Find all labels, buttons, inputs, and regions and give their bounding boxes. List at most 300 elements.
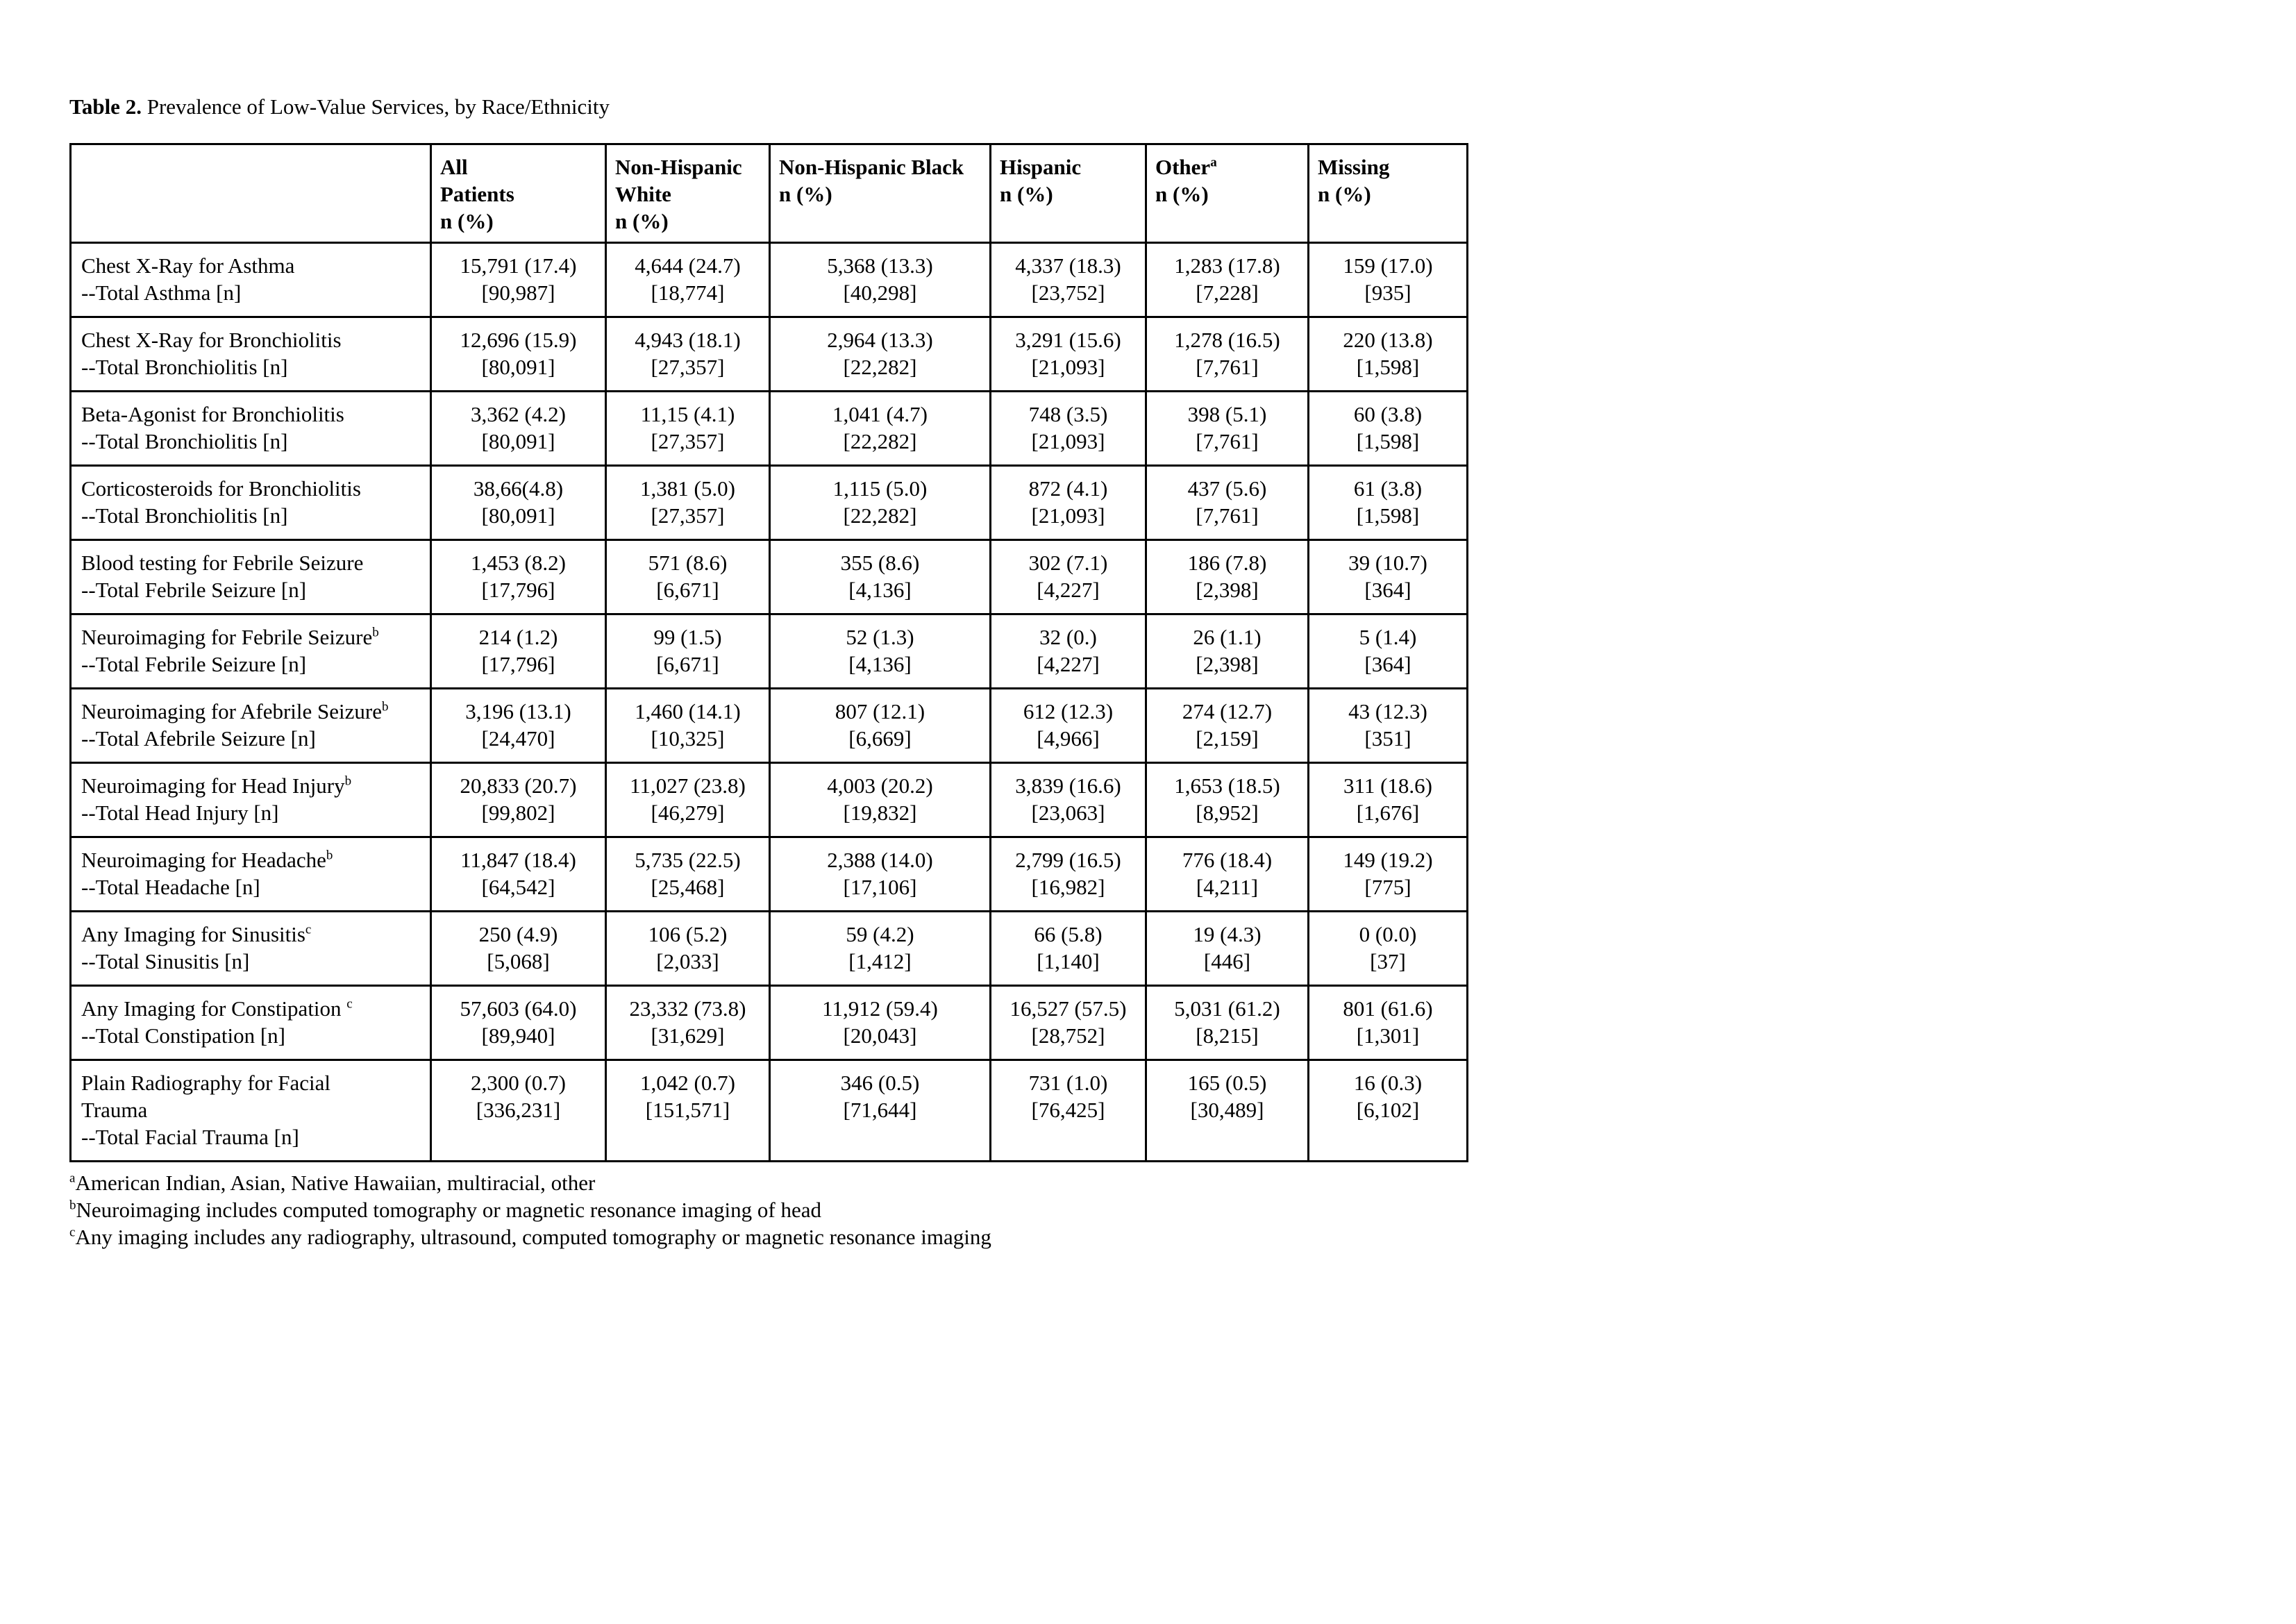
footnote — [69, 1196, 991, 1223]
table-row — [71, 837, 1468, 912]
cell-count-percent: 872 (4.1) — [1028, 476, 1108, 501]
row-label — [71, 986, 431, 1060]
table-cell — [1309, 392, 1468, 466]
column-header — [770, 144, 991, 243]
cell-total: [1,140] — [1037, 949, 1100, 973]
table-cell — [1309, 243, 1468, 317]
cell-count-percent: 1,381 (5.0) — [640, 476, 735, 501]
table-cell — [1309, 763, 1468, 837]
table-cell — [606, 317, 770, 392]
cell-total: [364] — [1364, 652, 1411, 676]
cell-total: [4,227] — [1037, 578, 1100, 602]
table-cell — [1146, 317, 1309, 392]
row-label-line: --Total Head Injury [n] — [81, 801, 279, 825]
row-label-line: Neuroimaging for Headache$^b$ — [81, 848, 333, 872]
cell-total: [90,987] — [481, 281, 555, 305]
cell-count-percent: 355 (8.6) — [840, 551, 920, 575]
cell-count-percent: 1,453 (8.2) — [471, 551, 566, 575]
column-header — [1309, 144, 1468, 243]
row-label-line: Blood testing for Febrile Seizure — [81, 551, 364, 575]
cell-count-percent: 52 (1.3) — [846, 625, 914, 649]
cell-count-percent: 2,300 (0.7) — [471, 1071, 566, 1095]
cell-total: [6,669] — [848, 726, 912, 751]
cell-count-percent: 398 (5.1) — [1187, 402, 1267, 426]
cell-count-percent: 159 (17.0) — [1343, 253, 1433, 278]
cell-count-percent: 61 (3.8) — [1353, 476, 1423, 501]
column-header-line: n (%) — [1318, 182, 1371, 206]
footnote-marker: b — [344, 773, 352, 789]
table-body — [71, 243, 1468, 1162]
cell-count-percent: 186 (7.8) — [1187, 551, 1267, 575]
table-cell — [1146, 392, 1309, 466]
cell-total: [40,298] — [843, 281, 917, 305]
column-header — [71, 144, 431, 243]
row-label-line: Trauma — [81, 1098, 148, 1122]
table-cell — [431, 466, 606, 540]
row-label-line: Chest X-Ray for Asthma — [81, 253, 295, 278]
table-row — [71, 614, 1468, 689]
cell-count-percent: 165 (0.5) — [1187, 1071, 1267, 1095]
table-cell — [431, 763, 606, 837]
cell-count-percent: 807 (12.1) — [835, 699, 925, 723]
row-label-line: --Total Facial Trauma [n] — [81, 1125, 299, 1149]
cell-total: [7,228] — [1196, 281, 1259, 305]
row-label — [71, 317, 431, 392]
row-label-line: Any Imaging for Constipation $^c$ — [81, 996, 353, 1021]
table-cell — [991, 243, 1146, 317]
footnote-marker: c — [346, 996, 353, 1012]
cell-count-percent: 776 (18.4) — [1182, 848, 1273, 872]
column-header-line: n (%) — [1000, 182, 1053, 206]
cell-count-percent: 15,791 (17.4) — [460, 253, 577, 278]
column-header-line: Patients — [440, 182, 514, 206]
table-cell — [1146, 466, 1309, 540]
footnote-marker: c — [305, 922, 312, 937]
column-header — [606, 144, 770, 243]
cell-count-percent: 5,368 (13.3) — [827, 253, 933, 278]
row-label — [71, 243, 431, 317]
table-cell — [1309, 912, 1468, 986]
row-label — [71, 466, 431, 540]
row-label-line: --Total Afebrile Seizure [n] — [81, 726, 316, 751]
footnote — [69, 1169, 991, 1196]
cell-total: [21,093] — [1031, 355, 1105, 379]
cell-count-percent: 26 (1.1) — [1193, 625, 1262, 649]
table-cell — [770, 540, 991, 614]
cell-total: [10,325] — [651, 726, 725, 751]
table-cell — [770, 243, 991, 317]
cell-total: [6,102] — [1356, 1098, 1420, 1122]
row-label — [71, 837, 431, 912]
table-cell — [606, 763, 770, 837]
cell-count-percent: 1,278 (16.5) — [1174, 328, 1280, 352]
cell-count-percent: 0 (0.0) — [1359, 922, 1417, 946]
table-cell — [770, 986, 991, 1060]
table-cell — [770, 392, 991, 466]
cell-count-percent: 57,603 (64.0) — [460, 996, 577, 1021]
table-cell — [1309, 986, 1468, 1060]
cell-count-percent: 12,696 (15.9) — [460, 328, 577, 352]
table-cell — [1146, 763, 1309, 837]
footnote-text: Any imaging includes any radiography, ultrasound, computed tomography or magnetic resonance imaging — [75, 1225, 991, 1249]
column-header-line: n (%) — [779, 182, 832, 206]
cell-count-percent: 1,283 (17.8) — [1174, 253, 1280, 278]
cell-count-percent: 38,66(4.8) — [473, 476, 564, 501]
table-cell — [431, 540, 606, 614]
column-header-line: Other$^a$ — [1155, 155, 1217, 179]
table-cell — [770, 614, 991, 689]
footnote-marker: c — [69, 1225, 76, 1240]
table-cell — [991, 392, 1146, 466]
cell-total: [6,671] — [656, 578, 719, 602]
cell-count-percent: 1,042 (0.7) — [640, 1071, 735, 1095]
column-header-line: White — [615, 182, 671, 206]
cell-count-percent: 3,196 (13.1) — [465, 699, 571, 723]
cell-total: [76,425] — [1031, 1098, 1105, 1122]
cell-count-percent: 16,527 (57.5) — [1009, 996, 1127, 1021]
cell-total: [17,106] — [843, 875, 917, 899]
cell-total: [18,774] — [651, 281, 725, 305]
row-label-line: --Total Asthma [n] — [81, 281, 242, 305]
cell-total: [27,357] — [651, 503, 725, 528]
table-row — [71, 912, 1468, 986]
cell-count-percent: 250 (4.9) — [478, 922, 558, 946]
cell-total: [4,136] — [848, 652, 912, 676]
cell-count-percent: 99 (1.5) — [653, 625, 722, 649]
table-cell — [1146, 912, 1309, 986]
table-header-row — [71, 144, 1468, 243]
cell-count-percent: 19 (4.3) — [1193, 922, 1262, 946]
cell-count-percent: 437 (5.6) — [1187, 476, 1267, 501]
cell-total: [7,761] — [1196, 355, 1259, 379]
table-cell — [606, 986, 770, 1060]
cell-total: [80,091] — [481, 355, 555, 379]
cell-total: [1,301] — [1356, 1023, 1420, 1048]
table-cell — [770, 912, 991, 986]
table-cell — [1146, 540, 1309, 614]
cell-count-percent: 1,041 (4.7) — [832, 402, 928, 426]
table-row — [71, 540, 1468, 614]
table-cell — [431, 317, 606, 392]
cell-total: [2,398] — [1196, 578, 1259, 602]
cell-total: [23,752] — [1031, 281, 1105, 305]
row-label-line: Neuroimaging for Febrile Seizure$^b$ — [81, 625, 379, 649]
cell-count-percent: 731 (1.0) — [1028, 1071, 1108, 1095]
table-cell — [1309, 317, 1468, 392]
table-cell — [1146, 1060, 1309, 1162]
table-cell — [1309, 837, 1468, 912]
footnote-marker: b — [372, 625, 379, 640]
cell-total: [1,598] — [1356, 355, 1420, 379]
table-cell — [606, 614, 770, 689]
cell-count-percent: 3,839 (16.6) — [1015, 773, 1121, 798]
row-label-line: --Total Febrile Seizure [n] — [81, 652, 307, 676]
cell-count-percent: 748 (3.5) — [1028, 402, 1108, 426]
cell-count-percent: 149 (19.2) — [1343, 848, 1433, 872]
cell-count-percent: 1,460 (14.1) — [635, 699, 741, 723]
row-label-line: Beta-Agonist for Bronchiolitis — [81, 402, 344, 426]
cell-count-percent: 11,847 (18.4) — [460, 848, 576, 872]
table-cell — [770, 317, 991, 392]
cell-total: [7,761] — [1196, 429, 1259, 453]
row-label-line: Any Imaging for Sinusitis$^c$ — [81, 922, 312, 946]
row-label — [71, 763, 431, 837]
cell-count-percent: 11,027 (23.8) — [630, 773, 746, 798]
table-cell — [431, 912, 606, 986]
column-header — [431, 144, 606, 243]
cell-count-percent: 16 (0.3) — [1353, 1071, 1423, 1095]
column-header — [991, 144, 1146, 243]
cell-total: [25,468] — [651, 875, 725, 899]
cell-count-percent: 11,912 (59.4) — [822, 996, 938, 1021]
table-cell — [431, 689, 606, 763]
cell-count-percent: 5 (1.4) — [1359, 625, 1417, 649]
cell-total: [17,796] — [481, 578, 555, 602]
cell-total: [4,211] — [1196, 875, 1259, 899]
footnote-marker: b — [382, 699, 389, 714]
table-cell — [991, 689, 1146, 763]
row-label-line: Plain Radiography for Facial — [81, 1071, 330, 1095]
cell-total: [22,282] — [843, 503, 917, 528]
cell-count-percent: 2,964 (13.3) — [827, 328, 933, 352]
table-cell — [991, 986, 1146, 1060]
column-header-line: All — [440, 155, 468, 179]
cell-count-percent: 220 (13.8) — [1343, 328, 1433, 352]
table-cell — [1146, 837, 1309, 912]
table-cell — [1309, 614, 1468, 689]
table-cell — [1309, 466, 1468, 540]
cell-total: [2,159] — [1196, 726, 1259, 751]
row-label-line: --Total Bronchiolitis [n] — [81, 503, 288, 528]
cell-total: [6,671] — [656, 652, 719, 676]
row-label-line: Corticosteroids for Bronchiolitis — [81, 476, 361, 501]
row-label-line: --Total Headache [n] — [81, 875, 260, 899]
cell-total: [935] — [1364, 281, 1411, 305]
cell-count-percent: 274 (12.7) — [1182, 699, 1273, 723]
cell-total: [775] — [1364, 875, 1411, 899]
cell-count-percent: 5,735 (22.5) — [635, 848, 741, 872]
cell-total: [5,068] — [487, 949, 550, 973]
cell-count-percent: 2,799 (16.5) — [1015, 848, 1121, 872]
table-cell — [1146, 614, 1309, 689]
cell-count-percent: 39 (10.7) — [1348, 551, 1427, 575]
column-header-line: n (%) — [440, 209, 494, 233]
cell-count-percent: 11,15 (4.1) — [640, 402, 735, 426]
table-cell — [1146, 689, 1309, 763]
table-cell — [431, 837, 606, 912]
table-cell — [1309, 540, 1468, 614]
cell-total: [71,644] — [843, 1098, 917, 1122]
cell-total: [364] — [1364, 578, 1411, 602]
table-cell — [770, 1060, 991, 1162]
row-label-line: --Total Bronchiolitis [n] — [81, 355, 288, 379]
table-cell — [431, 614, 606, 689]
table-cell — [606, 392, 770, 466]
prevalence-table — [69, 143, 1468, 1162]
cell-total: [2,033] — [656, 949, 719, 973]
cell-total: [23,063] — [1031, 801, 1105, 825]
cell-total: [21,093] — [1031, 429, 1105, 453]
cell-total: [151,571] — [645, 1098, 730, 1122]
cell-total: [28,752] — [1031, 1023, 1105, 1048]
cell-count-percent: 5,031 (61.2) — [1174, 996, 1280, 1021]
cell-total: [7,761] — [1196, 503, 1259, 528]
table-cell — [431, 1060, 606, 1162]
cell-total: [446] — [1203, 949, 1251, 973]
cell-count-percent: 1,653 (18.5) — [1174, 773, 1280, 798]
table-cell — [991, 912, 1146, 986]
cell-count-percent: 60 (3.8) — [1353, 402, 1423, 426]
cell-count-percent: 3,362 (4.2) — [471, 402, 566, 426]
table-row — [71, 763, 1468, 837]
column-header-line: Non-Hispanic — [615, 155, 742, 179]
cell-count-percent: 59 (4.2) — [846, 922, 914, 946]
table-cell — [1309, 1060, 1468, 1162]
cell-total: [1,676] — [1356, 801, 1420, 825]
cell-total: [27,357] — [651, 355, 725, 379]
cell-count-percent: 4,943 (18.1) — [635, 328, 741, 352]
cell-count-percent: 571 (8.6) — [648, 551, 728, 575]
cell-count-percent: 4,337 (18.3) — [1015, 253, 1121, 278]
table-cell — [431, 392, 606, 466]
column-header-line: Missing — [1318, 155, 1390, 179]
cell-count-percent: 3,291 (15.6) — [1015, 328, 1121, 352]
cell-count-percent: 43 (12.3) — [1348, 699, 1427, 723]
row-label-line: Chest X-Ray for Bronchiolitis — [81, 328, 342, 352]
cell-total: [30,489] — [1190, 1098, 1264, 1122]
cell-total: [4,227] — [1037, 652, 1100, 676]
cell-total: [336,231] — [476, 1098, 561, 1122]
table-cell — [1146, 986, 1309, 1060]
column-header-line: n (%) — [615, 209, 669, 233]
row-label-line: Neuroimaging for Afebrile Seizure$^b$ — [81, 699, 389, 723]
cell-count-percent: 311 (18.6) — [1343, 773, 1432, 798]
table-row — [71, 1060, 1468, 1162]
table-cell — [770, 763, 991, 837]
column-header-line: n (%) — [1155, 182, 1209, 206]
cell-total: [31,629] — [651, 1023, 725, 1048]
cell-total: [1,598] — [1356, 503, 1420, 528]
table-cell — [991, 540, 1146, 614]
cell-total: [80,091] — [481, 429, 555, 453]
row-label — [71, 689, 431, 763]
row-label-line: --Total Sinusitis [n] — [81, 949, 250, 973]
cell-count-percent: 1,115 (5.0) — [832, 476, 928, 501]
row-label — [71, 392, 431, 466]
cell-total: [351] — [1364, 726, 1411, 751]
cell-total: [64,542] — [481, 875, 555, 899]
cell-total: [8,952] — [1196, 801, 1259, 825]
table-row — [71, 317, 1468, 392]
footnote — [69, 1223, 991, 1250]
cell-total: [99,802] — [481, 801, 555, 825]
row-label — [71, 912, 431, 986]
table-row — [71, 689, 1468, 763]
row-label-line: Neuroimaging for Head Injury$^b$ — [81, 773, 352, 798]
cell-count-percent: 4,003 (20.2) — [827, 773, 933, 798]
table-cell — [1146, 243, 1309, 317]
footnote-marker: b — [326, 848, 333, 863]
table-cell — [431, 986, 606, 1060]
cell-count-percent: 20,833 (20.7) — [460, 773, 577, 798]
cell-count-percent: 801 (61.6) — [1343, 996, 1433, 1021]
table-cell — [770, 837, 991, 912]
cell-total: [1,598] — [1356, 429, 1420, 453]
table-cell — [606, 1060, 770, 1162]
table-cell — [991, 614, 1146, 689]
cell-count-percent: 32 (0.) — [1039, 625, 1097, 649]
cell-count-percent: 214 (1.2) — [478, 625, 558, 649]
row-label-line: --Total Febrile Seizure [n] — [81, 578, 307, 602]
cell-total: [8,215] — [1196, 1023, 1259, 1048]
table-caption-label: Table 2. — [69, 94, 142, 119]
table-cell — [431, 243, 606, 317]
table-cell — [1309, 689, 1468, 763]
table-cell — [991, 763, 1146, 837]
cell-total: [19,832] — [843, 801, 917, 825]
table-cell — [606, 243, 770, 317]
footnote-marker: b — [69, 1198, 76, 1213]
footnote-text: American Indian, Asian, Native Hawaiian, multiracial, other — [75, 1171, 596, 1195]
cell-total: [22,282] — [843, 355, 917, 379]
cell-total: [17,796] — [481, 652, 555, 676]
cell-count-percent: 2,388 (14.0) — [827, 848, 933, 872]
table-cell — [606, 689, 770, 763]
table-caption-text: Prevalence of Low-Value Services, by Race/Ethnicity — [146, 94, 610, 119]
cell-total: [1,412] — [848, 949, 912, 973]
cell-total: [2,398] — [1196, 652, 1259, 676]
table-cell — [606, 540, 770, 614]
cell-count-percent: 302 (7.1) — [1028, 551, 1108, 575]
cell-total: [4,966] — [1037, 726, 1100, 751]
cell-count-percent: 23,332 (73.8) — [629, 996, 746, 1021]
column-header-line: Hispanic — [1000, 155, 1082, 179]
cell-total: [21,093] — [1031, 503, 1105, 528]
footnotes — [69, 1169, 991, 1250]
cell-total: [24,470] — [481, 726, 555, 751]
table-caption — [69, 93, 610, 121]
table-cell — [991, 837, 1146, 912]
table-cell — [991, 317, 1146, 392]
table-cell — [991, 466, 1146, 540]
table-row — [71, 466, 1468, 540]
table-cell — [606, 912, 770, 986]
cell-total: [46,279] — [651, 801, 725, 825]
table-row — [71, 243, 1468, 317]
cell-total: [16,982] — [1031, 875, 1105, 899]
cell-count-percent: 4,644 (24.7) — [635, 253, 741, 278]
cell-total: [80,091] — [481, 503, 555, 528]
cell-total: [4,136] — [848, 578, 912, 602]
cell-count-percent: 346 (0.5) — [840, 1071, 920, 1095]
cell-total: [20,043] — [843, 1023, 917, 1048]
column-header-line: Non-Hispanic Black — [779, 155, 964, 179]
row-label — [71, 614, 431, 689]
footnote-text: Neuroimaging includes computed tomography or magnetic resonance imaging of head — [76, 1198, 821, 1222]
table-row — [71, 392, 1468, 466]
cell-total: [27,357] — [651, 429, 725, 453]
cell-count-percent: 612 (12.3) — [1023, 699, 1114, 723]
table-cell — [770, 689, 991, 763]
table-row — [71, 986, 1468, 1060]
cell-count-percent: 66 (5.8) — [1034, 922, 1103, 946]
row-label — [71, 540, 431, 614]
footnote-marker: a — [69, 1171, 76, 1186]
cell-total: [89,940] — [481, 1023, 555, 1048]
cell-total: [22,282] — [843, 429, 917, 453]
table-cell — [770, 466, 991, 540]
row-label-line: --Total Bronchiolitis [n] — [81, 429, 288, 453]
